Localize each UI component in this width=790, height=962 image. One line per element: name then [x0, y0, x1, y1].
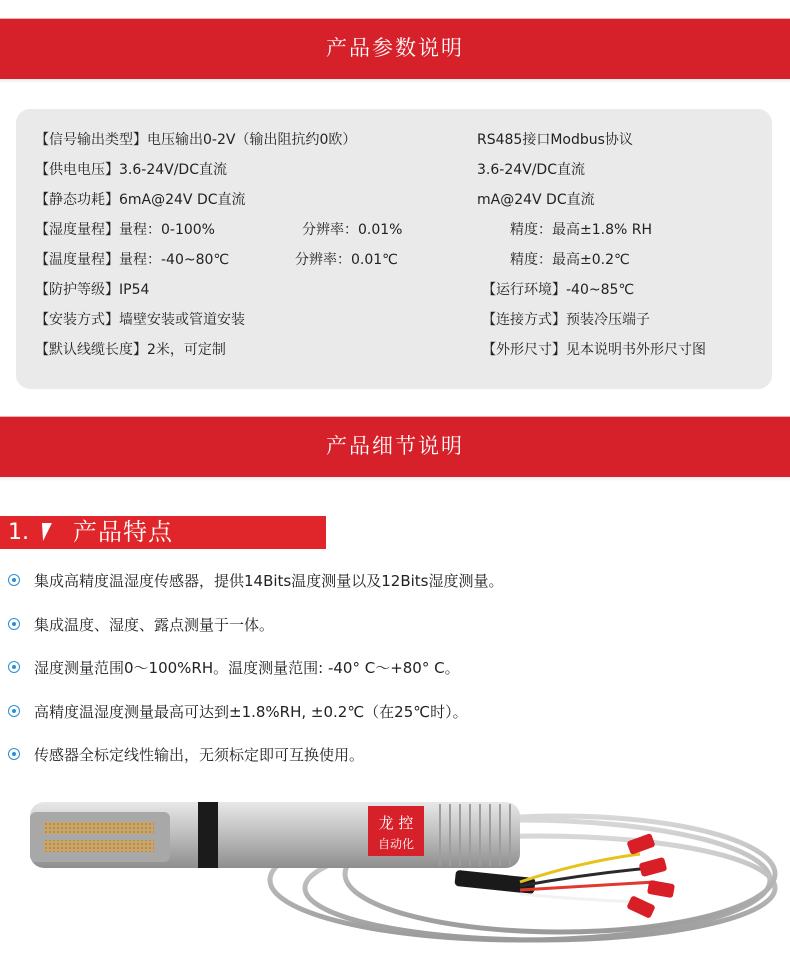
feature-text: 集成高精度温湿度传感器，提供14Bits温度测量以及12Bits湿度测量。 — [34, 572, 504, 590]
param-resolution: 分辨率：0.01% — [302, 222, 403, 238]
param-label: 【信号输出类型】电压输出0-2V（输出阻抗约0欧） — [35, 132, 357, 148]
feature-text: 高精度温湿度测量最高可达到±1.8%RH, ±0.2℃（在25℃时）。 — [34, 703, 468, 721]
circle-bullet-icon — [8, 661, 20, 673]
banner-product-parameters — [0, 18, 790, 79]
param-value-rs485: 3.6-24V/DC直流 — [477, 162, 585, 178]
circle-bullet-icon — [8, 748, 20, 760]
logo-line1: 龙 控 — [378, 814, 414, 832]
param-label: 【供电电压】3.6-24V/DC直流 — [35, 162, 227, 178]
param-row-supply-voltage — [16, 159, 772, 183]
circle-bullet-icon — [8, 618, 20, 630]
feature-text: 集成温度、湿度、露点测量于一体。 — [34, 616, 275, 634]
param-label: 【静态功耗】6mA@24V DC直流 — [35, 192, 246, 208]
section-header-features — [0, 516, 326, 549]
parameter-panel — [16, 109, 772, 389]
param-resolution: 分辨率：0.01℃ — [295, 252, 398, 268]
param-label: 【湿度量程】量程：0-100% — [35, 222, 215, 238]
brand-logo — [368, 806, 424, 856]
feature-text: 传感器全标定线性输出，无须标定即可互换使用。 — [34, 746, 365, 764]
logo-line2: 自动化 — [377, 837, 415, 851]
sensor-cap — [30, 812, 170, 862]
banner-title: 产品细节说明 — [326, 434, 464, 458]
param-label: 【安装方式】墙壁安装或管道安装 — [35, 312, 245, 328]
param-connection: 【连接方式】预装冷压端子 — [482, 312, 650, 328]
wires — [520, 854, 655, 902]
banner-product-details — [0, 416, 790, 477]
param-label: 【温度量程】量程：-40~80℃ — [35, 252, 230, 268]
circle-bullet-icon — [8, 574, 20, 586]
param-accuracy: 精度：最高±0.2℃ — [510, 252, 630, 268]
param-row-protection — [16, 279, 772, 303]
section-number: 1. — [8, 520, 29, 545]
probe-ring — [198, 802, 218, 868]
param-operating-env: 【运行环境】-40~85℃ — [482, 282, 635, 298]
banner-title: 产品参数说明 — [326, 36, 464, 60]
product-photo — [0, 782, 790, 962]
param-row-signal-output — [16, 129, 772, 153]
param-row-temperature-range — [16, 249, 772, 273]
feature-text: 湿度测量范围0～100%RH。温度测量范围: -40° C～+80° C。 — [34, 659, 460, 677]
param-row-static-power — [16, 189, 772, 213]
circle-bullet-icon — [8, 705, 20, 717]
param-value-rs485: RS485接口Modbus协议 — [477, 132, 633, 148]
param-label: 【默认线缆长度】2米，可定制 — [35, 342, 226, 358]
param-row-cable-length — [16, 339, 772, 363]
param-label: 【防护等级】IP54 — [35, 282, 150, 298]
param-row-humidity-range — [16, 219, 772, 243]
param-row-installation — [16, 309, 772, 333]
section-title: 产品特点 — [73, 518, 173, 546]
param-dimensions: 【外形尺寸】见本说明书外形尺寸图 — [482, 342, 706, 358]
section-notch-decoration — [38, 523, 52, 541]
param-accuracy: 精度：最高±1.8% RH — [510, 222, 653, 238]
param-value-rs485: mA@24V DC直流 — [477, 192, 595, 208]
